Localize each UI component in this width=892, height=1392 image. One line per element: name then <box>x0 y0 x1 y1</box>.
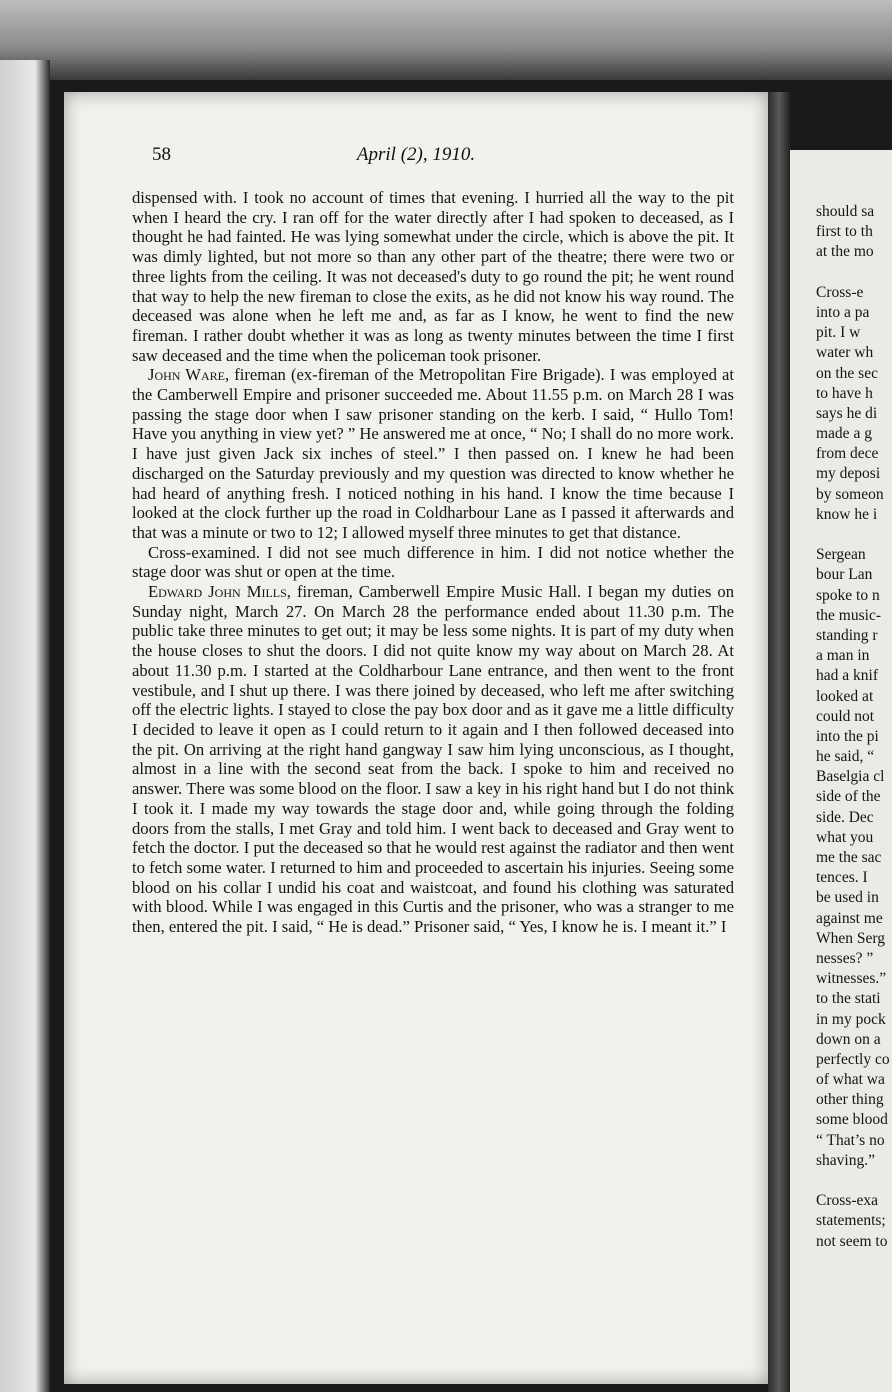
paragraph <box>132 365 734 542</box>
book-page <box>64 92 768 1384</box>
adjacent-page-line: looked at <box>816 687 874 705</box>
book-gutter <box>768 92 790 1392</box>
adjacent-page-line: could not <box>816 707 875 725</box>
page-body <box>132 188 734 937</box>
adjacent-page-line: in my pock <box>816 1010 886 1028</box>
adjacent-page-line: witnesses.” <box>816 970 887 988</box>
adjacent-page-line <box>816 525 892 545</box>
adjacent-page-line: on the sec <box>816 364 878 382</box>
adjacent-page-line: a man in <box>816 647 870 665</box>
adjacent-page-line: When Serg <box>816 929 886 947</box>
adjacent-page-line: into a pa <box>816 303 870 321</box>
adjacent-page-line: other thing <box>816 1091 884 1109</box>
adjacent-page-line: nesses? ” <box>816 949 874 967</box>
page-header <box>64 144 768 174</box>
adjacent-page-line: should sa <box>816 203 875 220</box>
adjacent-page-line: had a knif <box>816 667 878 685</box>
speaker-name: Edward John Mills <box>148 582 287 602</box>
paragraph <box>132 543 734 582</box>
adjacent-page-line: be used in <box>816 889 879 907</box>
adjacent-page-line: shaving.” <box>816 1151 875 1169</box>
speaker-name: John Ware <box>148 365 225 385</box>
adjacent-page-line: standing r <box>816 626 878 644</box>
adjacent-page-line: Cross-exa <box>816 1192 878 1210</box>
paragraph-text: , fireman, Camberwell Empire Music Hall. I began my duties on Sunday night, March 27. On March 28 the performance ended about 11.30 p.m. The public take three minutes to get out; it may be less some nights. It is part of my duty when the house closes to shut the doors. I did not quite know my way about on March 28. At about 11.30 p.m. I started at the Coldharbour Lane entrance, and then went to the front vestibule, and I shut up there. I was there joined by deceased, who left me after switching off the electric lights. I stayed to close the pay box door and as it gave me a little difficulty I decided to leave it open as I could return to it again and I then followed deceased into the pit. On arriving at the right hand gangway I saw him lying unconscious, as I thought, almost in a line with the second seat from the back. I spoke to him and received no answer. There was some blood on the floor. I saw a key in his right hand but I do not think I took it. I made my way towards the stage door and, while going through the folding doors from the stalls, I met Gray and told him. I went back to deceased and Gray went to fetch the doctor. I put the deceased so that he would rest against the radiator and then went to fetch some water. I returned to him and proceeded to ascertain his injuries. Seeing some blood on his collar I undid his coat and waistcoat, and found his clothing was saturated with blood. While I was engaged in this Curtis and the prisoner, who was a stranger to me then, entered the pit. I said, “ He is dead.” Prisoner said, “ Yes, I know he is. I meant it.” I <box>132 582 734 937</box>
adjacent-page-line: says he di <box>816 404 878 422</box>
adjacent-page-line: side. Dec <box>816 808 874 826</box>
adjacent-page-line: some blood <box>816 1111 888 1129</box>
adjacent-page-line: to the stati <box>816 990 881 1008</box>
adjacent-page-line: perfectly co <box>816 1050 890 1068</box>
adjacent-page-line: of what wa <box>816 1071 885 1089</box>
adjacent-page-line: “ That’s no <box>816 1131 885 1149</box>
scan-background-left <box>0 60 50 1392</box>
adjacent-page-line: spoke to n <box>816 586 880 604</box>
adjacent-page-line: statements; <box>816 1212 886 1230</box>
adjacent-page-line <box>816 1171 892 1191</box>
adjacent-page-line: Cross-e <box>816 283 864 301</box>
adjacent-page-line: Sergean <box>816 546 866 564</box>
adjacent-page-line: my deposi <box>816 465 881 483</box>
adjacent-page-line: the music- <box>816 606 881 624</box>
adjacent-page-line: not seem to <box>816 1232 888 1250</box>
adjacent-page-line: what you <box>816 828 874 846</box>
adjacent-page-line: side of the <box>816 788 881 806</box>
adjacent-page-line: me the sac <box>816 849 882 866</box>
scan-background-top <box>0 0 892 80</box>
adjacent-page-line: first to th <box>816 223 873 241</box>
adjacent-page-line: pit. I w <box>816 324 861 342</box>
paragraph-text: , fireman (ex-fireman of the Metropolitan Fire Brigade). I was employed at the Camberwell Empire and prisoner succeeded me. About 11.55 p.m. on March 28 I was passing the stage door when I saw prisoner standing on the kerb. I said, “ Hullo Tom! Have you anything in view yet? ” He answered me at once, “ No; I shall do no more work. I have just given Jack six inches of steel.” I then passed on. I knew he had been discharged on the Saturday previously and my question was directed to know whether he had heard of anything fresh. I noticed nothing in his hand. I know the time because I looked at the clock further up the road in Coldharbour Lane as I passed it afterwards and that was a minute or two to 12; I allowed myself three minutes to get that distance. <box>132 365 734 542</box>
page-number: 58 <box>152 144 171 165</box>
paragraph-text: dispensed with. I took no account of times that evening. I hurried all the way to the pit when I heard the cry. I ran off for the water directly after I had spoken to deceased, as I thought he had fainted. He was lying somewhat under the circle, which is above the pit. It was dimly lighted, but not more so than any other part of the theatre; there were two or three lights from the ceiling. It was not deceased's duty to go round the pit; he went round that way to help the new fireman to close the exits, as he did not know his way round. The deceased was alone when he left me and, as far as I know, he went to find the new fireman. I rather doubt whether it was as long as twenty minutes between the time I first saw deceased and the time when the policeman took prisoner. <box>132 188 734 365</box>
adjacent-page-line: against me <box>816 909 883 927</box>
adjacent-page <box>790 150 892 1392</box>
adjacent-page-line: he said, “ <box>816 748 875 766</box>
adjacent-page-line: from dece <box>816 445 879 463</box>
adjacent-page-line: into the pi <box>816 727 879 745</box>
adjacent-page-text <box>816 202 892 1252</box>
adjacent-page-line: know he i <box>816 505 878 523</box>
adjacent-page-line <box>816 263 892 283</box>
adjacent-page-line: water wh <box>816 344 874 362</box>
adjacent-page-line: down on a <box>816 1030 881 1048</box>
adjacent-page-line: at the mo <box>816 243 874 261</box>
adjacent-page-line: made a g <box>816 425 872 443</box>
paragraph <box>132 582 734 937</box>
adjacent-page-line: Baselgia cl <box>816 768 885 786</box>
adjacent-page-line: by someon <box>816 485 884 503</box>
running-head: April (2), 1910. <box>356 144 476 165</box>
paragraph-text: Cross-examined. I did not see much difference in him. I did not notice whether the stage door was shut or open at the time. <box>132 542 734 582</box>
adjacent-page-line: bour Lan <box>816 566 873 584</box>
paragraph <box>132 188 734 365</box>
adjacent-page-line: tences. I <box>816 869 868 887</box>
adjacent-page-line: to have h <box>816 384 873 402</box>
